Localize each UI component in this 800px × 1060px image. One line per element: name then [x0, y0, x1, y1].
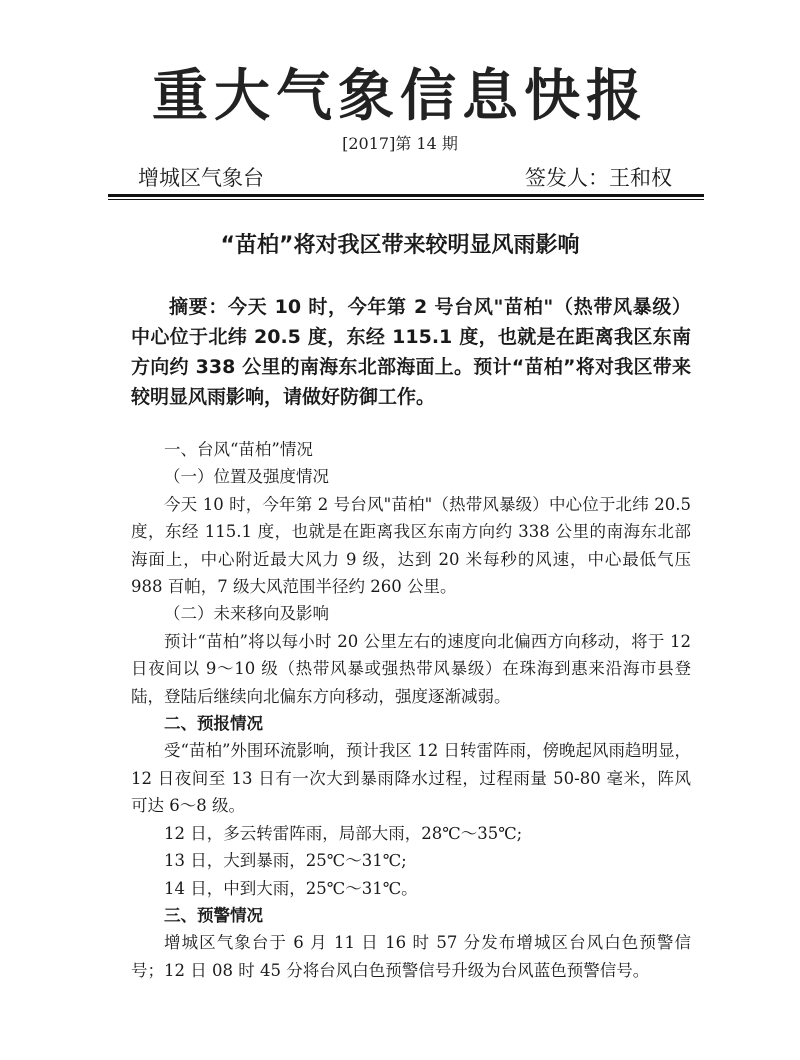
forecast-day-13: 13 日，大到暴雨，25℃～31℃; — [164, 851, 407, 871]
forecast-day-14: 14 日，中到大雨，25℃～31℃。 — [164, 878, 418, 898]
header-row — [138, 162, 672, 188]
subsection-1-2-title: （二）未来移向及影响 — [164, 604, 329, 624]
abstract-paragraph: 摘要：今天 10 时，今年第 2 号台风"苗柏"（热带风暴级）中心位于北纬 20.5 度，东经 115.1 度，也就是在距离我区东南方向约 338 公里的南海东北部海面上。预计“苗柏”将对我区带来较明显风雨影响，请做好防御工作。 — [131, 296, 691, 408]
issuing-organization: 增城区气象台 — [138, 166, 264, 190]
section-2-text: 受“苗柏”外围环流影响，预计我区 12 日转雷阵雨，傍晚起风雨趋明显，12 日夜间至 13 日有一次大到暴雨降水过程，过程雨量 50-80 毫米，阵风可达 6～8 级。 — [131, 741, 691, 816]
article-headline: “苗柏”将对我区带来较明显风雨影响 — [220, 233, 580, 258]
forecast-day-12: 12 日，多云转雷阵雨，局部大雨，28℃～35℃; — [164, 823, 523, 843]
subsection-1-1-text: 今天 10 时，今年第 2 号台风"苗柏"（热带风暴级）中心位于北纬 20.5 度，东经 115.1 度，也就是在距离我区东南方向约 338 公里的南海东北部海面上，中心附近最大风力 9 级，达到 20 米每秒的风速，中心最低气压 988 百帕，7 级大风范围半径约 260 公里。 — [131, 494, 691, 597]
issue-number: [2017]第 14 期 — [342, 134, 458, 153]
section-3-text: 增城区气象台于 6 月 11 日 16 时 57 分发布增城区台风白色预警信号；12 日 08 时 45 分将台风白色预警信号升级为台风蓝色预警信号。 — [131, 933, 691, 980]
section-3-title: 三、预警情况 — [164, 905, 263, 925]
section-1-title: 一、台风“苗柏”情况 — [164, 440, 313, 459]
header-rule-thin — [108, 199, 704, 200]
issuer-signature: 签发人：王和权 — [525, 166, 672, 190]
header-rule-thick — [108, 194, 704, 197]
subsection-1-2-text: 预计“苗柏”将以每小时 20 公里左右的速度向北偏西方向移动，将于 12 日夜间以 9～10 级（热带风暴或强热带风暴级）在珠海到惠来沿海市县登陆，登陆后继续向北偏东方向移动，强度逐渐减弱。 — [131, 631, 691, 706]
masthead-title: 重大气象信息快报 — [152, 63, 648, 129]
subsection-1-1-title: （一）位置及强度情况 — [164, 467, 329, 487]
section-2-title: 二、预报情况 — [164, 714, 263, 734]
article-body — [131, 436, 691, 984]
